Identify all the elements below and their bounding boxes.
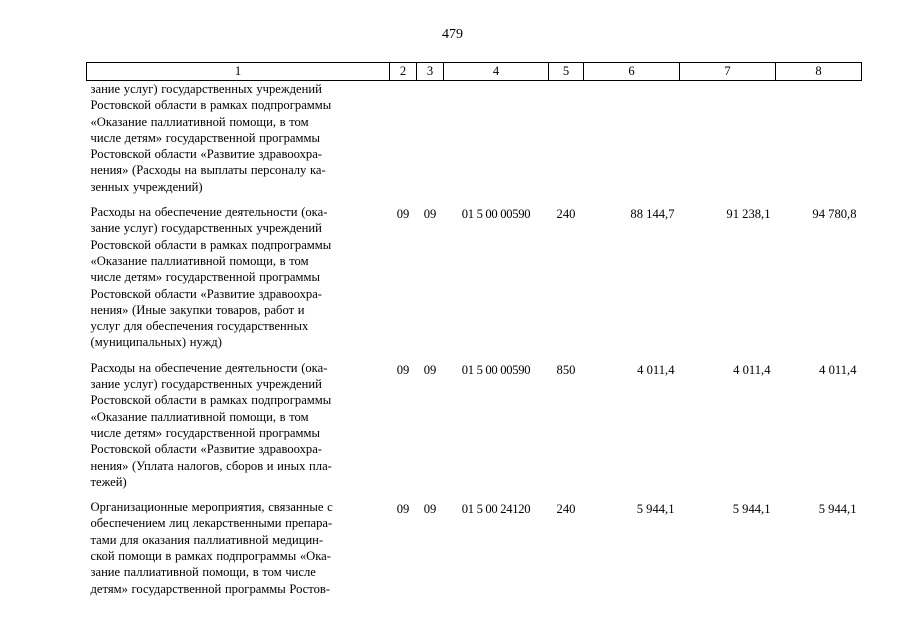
cell-target-code: 01 5 00 24120 xyxy=(461,502,531,517)
description-line: Расходы на обеспечение деятельности (ока- xyxy=(90,205,328,220)
description-line: услуг для обеспечения государственных xyxy=(90,319,309,334)
description-line: Ростовской области в рамках подпрограммы xyxy=(90,98,332,113)
description-line: нения» (Иные закупки товаров, работ и xyxy=(90,302,305,317)
header-row xyxy=(87,63,862,81)
cell-expense-type: 850 xyxy=(556,362,576,377)
header-col-2: 2 xyxy=(390,63,417,81)
description-line: «Оказание паллиативной помощи, в том xyxy=(90,409,309,424)
cell-section: 09 xyxy=(396,362,410,377)
cell-target-code: 01 5 00 00590 xyxy=(461,362,531,377)
cell-expense-type xyxy=(549,81,584,205)
description-line: «Оказание паллиативной помощи, в том xyxy=(90,114,309,129)
cell-amount-year1: 4 011,4 xyxy=(637,362,675,377)
cell-expense-type: 240 xyxy=(556,207,576,222)
cell-amount-year2: 5 944,1 xyxy=(732,502,771,517)
table-row xyxy=(87,204,862,360)
description-line: Расходы на обеспечение деятельности (ока- xyxy=(90,360,328,375)
cell-amount-year3: 94 780,8 xyxy=(812,207,857,222)
description-line: тежей) xyxy=(90,474,127,489)
cell-amount-year2: 4 011,4 xyxy=(733,362,771,377)
header-col-6: 6 xyxy=(584,63,680,81)
description-line: числе детям» государственной программы xyxy=(90,270,320,285)
description-line: зание услуг) государственных учреждений xyxy=(90,377,322,392)
description-line: «Оказание паллиативной помощи, в том xyxy=(90,253,309,268)
cell-subsection: 09 xyxy=(423,207,437,222)
description-line: (муниципальных) нужд) xyxy=(90,335,222,350)
cell-section: 09 xyxy=(396,502,410,517)
description-line: обеспечением лиц лекарственными препара- xyxy=(90,516,333,531)
description-line: числе детям» государственной программы xyxy=(90,130,320,145)
header-col-5: 5 xyxy=(549,63,584,81)
cell-target-code xyxy=(444,81,549,205)
cell-amount-year1 xyxy=(584,81,680,205)
table-row xyxy=(87,499,862,606)
description-line: Ростовской области «Развитие здравоохра- xyxy=(90,442,322,457)
description-line: Организационные мероприятия, связанные с xyxy=(90,500,333,515)
description-line: нения» (Уплата налогов, сборов и иных пла- xyxy=(90,458,332,473)
row-description xyxy=(87,204,390,360)
description-line: ской помощи в рамках подпрограммы «Ока- xyxy=(90,549,331,564)
cell-amount-year1: 5 944,1 xyxy=(636,502,675,517)
description-line: зенных учреждений) xyxy=(90,179,203,194)
cell-expense-type: 240 xyxy=(556,502,576,517)
cell-amount-year2 xyxy=(680,81,776,205)
cell-amount-year1: 88 144,7 xyxy=(630,207,675,222)
cell-subsection: 09 xyxy=(423,362,437,377)
table-row xyxy=(87,360,862,499)
description-line: зание услуг) государственных учреждений xyxy=(90,221,322,236)
description-line: детям» государственной программы Ростов- xyxy=(90,581,331,596)
row-description xyxy=(87,360,390,499)
description-line: зание услуг) государственных учреждений xyxy=(90,82,322,96)
header-col-4: 4 xyxy=(444,63,549,81)
budget-table xyxy=(86,62,862,606)
header-col-7: 7 xyxy=(680,63,776,81)
description-line: числе детям» государственной программы xyxy=(90,425,320,440)
description-line: нения» (Расходы на выплаты персоналу ка- xyxy=(90,163,326,178)
header-col-3: 3 xyxy=(417,63,444,81)
description-line: Ростовской области в рамках подпрограммы xyxy=(90,237,332,252)
cell-amount-year3 xyxy=(776,81,862,205)
description-line: Ростовской области «Развитие здравоохра- xyxy=(90,147,322,162)
description-line: зание паллиативной помощи, в том числе xyxy=(90,565,316,580)
description-line: Ростовской области в рамках подпрограммы xyxy=(90,393,332,408)
description-line: Ростовской области «Развитие здравоохра- xyxy=(90,286,322,301)
cell-subsection: 09 xyxy=(423,502,437,517)
cell-amount-year3: 5 944,1 xyxy=(818,502,857,517)
table-row xyxy=(87,81,862,205)
cell-section: 09 xyxy=(396,207,410,222)
description-line: тами для оказания паллиативной медицин- xyxy=(90,532,324,547)
cell-amount-year2: 91 238,1 xyxy=(726,207,771,222)
page-number: 479 xyxy=(442,27,463,42)
cell-subsection xyxy=(417,81,444,205)
header-col-8: 8 xyxy=(776,63,862,81)
cell-amount-year3: 4 011,4 xyxy=(819,362,857,377)
cell-section xyxy=(390,81,417,205)
row-description xyxy=(87,81,390,205)
row-description xyxy=(87,499,390,606)
cell-target-code: 01 5 00 00590 xyxy=(461,207,531,222)
header-col-1: 1 xyxy=(87,63,390,81)
